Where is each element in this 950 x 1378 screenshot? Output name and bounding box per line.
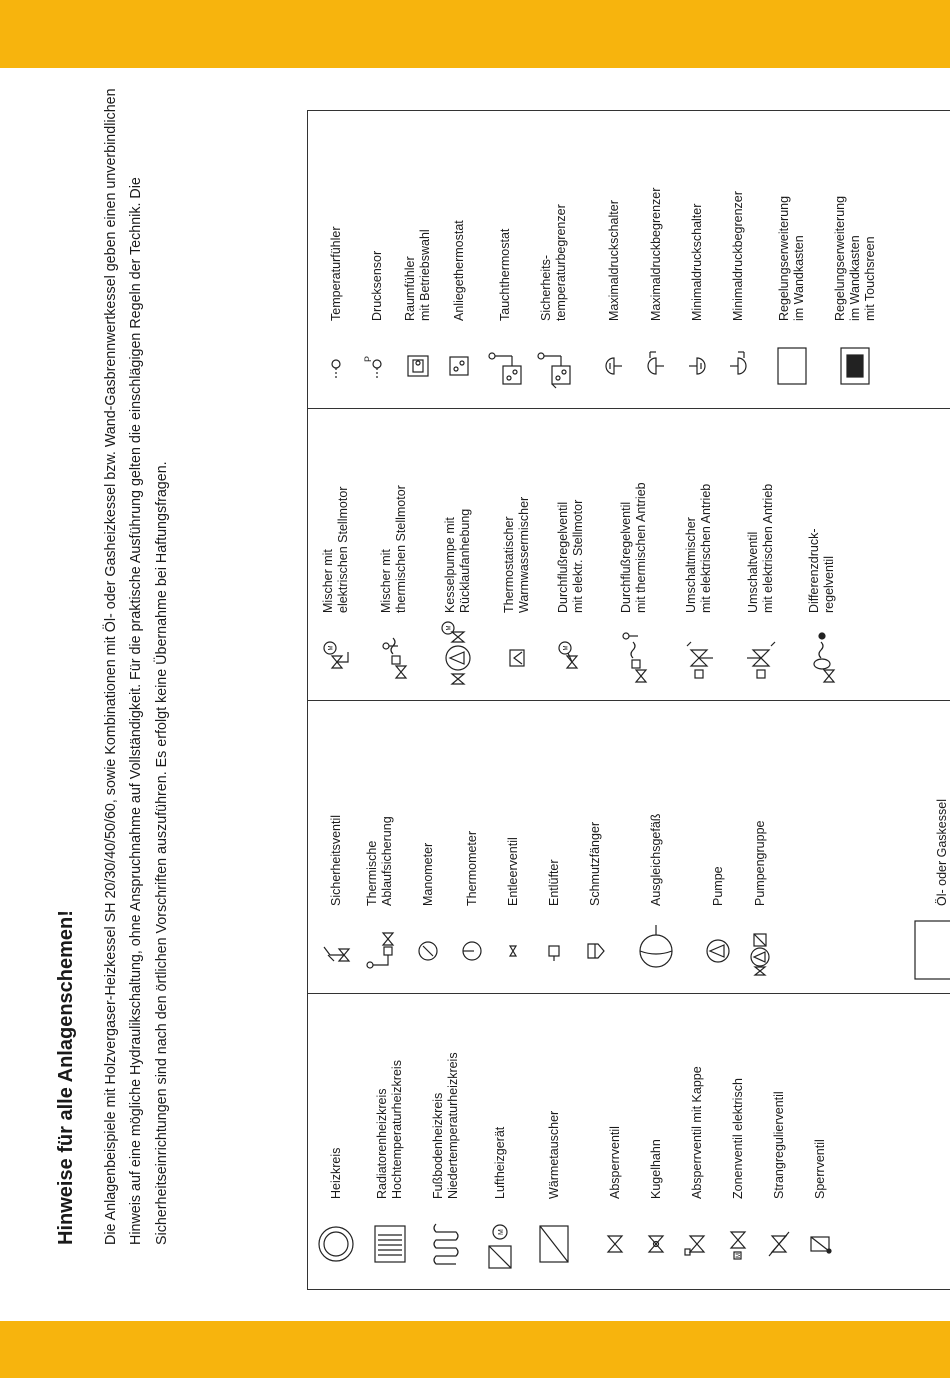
zone-valve-icon: [718, 1209, 758, 1279]
rotated-page-content: [55, 65, 949, 1258]
legend-label-line: Schmutzfänger: [587, 821, 602, 906]
legend-label: [551, 500, 591, 613]
svg-text:M: M: [498, 1229, 505, 1235]
legend-label-line: Durchflußregelventil: [619, 501, 633, 613]
legend-label: [497, 497, 537, 613]
legend-label: [493, 837, 533, 906]
legend-label: [316, 815, 356, 906]
drain-valve-icon: [493, 916, 533, 986]
legend-label-line: Wärmetauscher: [546, 1110, 561, 1199]
legend-label: [360, 816, 400, 906]
legend-label-line: Thermometer: [464, 830, 479, 906]
ball-valve-icon: [636, 1209, 676, 1279]
legend-label: [772, 196, 812, 321]
heat-exchanger-icon: [534, 1209, 574, 1279]
page-title: Hinweise für alle Anlagenschemen!: [55, 910, 77, 1245]
column-divider: [308, 408, 950, 409]
air-heater-icon: [480, 1209, 520, 1279]
legend-label: [408, 843, 448, 906]
legend-label: [741, 484, 781, 613]
dirt-trap-icon: [575, 916, 615, 986]
legend-label-line: Öl- oder Gaskessel: [934, 799, 949, 906]
expansion-vessel-icon: [636, 916, 676, 986]
legend-label: [485, 229, 525, 321]
boiler-icon: [912, 916, 950, 986]
legend-label-line: Thermostatischer: [502, 516, 516, 613]
legend-label-line: Luftheizgerät: [492, 1126, 507, 1199]
legend-label: [679, 484, 719, 613]
radiator-icon: [370, 1209, 410, 1279]
legend-label-line: Tauchthermostat: [497, 228, 512, 321]
legend-label: [480, 1127, 520, 1199]
thermal-drain-icon: [360, 916, 400, 986]
legend-label-line: im Wandkasten: [792, 235, 806, 321]
legend-label: [398, 229, 438, 321]
thermometer-icon: [452, 916, 492, 986]
legend-label-line: Entlüfter: [546, 859, 561, 906]
bottom-accent-band: [0, 1321, 950, 1378]
legend-label-line: mit Touchsreen: [862, 236, 877, 321]
legend-label: [677, 1066, 717, 1199]
legend-label: [426, 1052, 466, 1199]
legend-label-line: Maximaldruckschalter: [606, 200, 621, 321]
legend-label: [832, 195, 877, 321]
svg-text:M: M: [328, 645, 335, 651]
legend-label: [534, 204, 574, 321]
shutoff-valve-icon: [595, 1209, 635, 1279]
legend-label-line: Sicherheitsventil: [328, 814, 343, 906]
legend-label: [636, 1139, 676, 1199]
legend-label-line: Differenzdruck-: [807, 528, 821, 613]
temp-sensor-icon: [316, 331, 356, 401]
immersion-thermostat-icon: [485, 331, 525, 401]
legend-label-line: Mischer mit: [321, 549, 335, 613]
legend-label-line: Umschaltventil: [746, 531, 760, 613]
legend-label: [740, 821, 780, 906]
svg-text:P: P: [363, 355, 373, 362]
legend-label-line: temperaturbegrenzer: [554, 204, 568, 321]
legend-label: [370, 1060, 410, 1199]
max-pressure-limiter-icon: [636, 331, 676, 401]
legend-label: [316, 1148, 356, 1199]
diff-pressure-valve-icon: [802, 623, 842, 693]
legend-label-line: Regelungserweiterung: [777, 195, 791, 321]
legend-label-line: Absperrventil: [607, 1126, 622, 1199]
floor-heating-icon: [426, 1209, 466, 1279]
legend-label-line: Manometer: [420, 842, 435, 906]
pressure-sensor-icon: [357, 331, 397, 401]
legend-label-line: regelventil: [822, 556, 836, 613]
legend-label-line: mit elektr. Stellmotor: [571, 499, 585, 613]
svg-text:M: M: [446, 625, 453, 631]
legend-label-line: Niedertemperaturheizkreis: [446, 1052, 460, 1199]
legend-label-line: Heizkreis: [328, 1147, 343, 1199]
legend-label-line: mit elektrischen Antrieb: [761, 483, 775, 613]
legend-label-line: mit Betriebswahl: [418, 229, 432, 321]
diverter-mixer-icon: [679, 623, 719, 693]
legend-label-line: Raumfühler: [403, 256, 417, 321]
legend-label-line: Umschaltmischer: [684, 517, 698, 613]
legend-label-line: Sperrventil: [812, 1139, 827, 1199]
balancing-valve-icon: [759, 1209, 799, 1279]
legend-label: [575, 822, 615, 906]
wall-box-control-icon: [772, 331, 812, 401]
legend-label: [677, 204, 717, 321]
legend-label-line: Strangregulierventil: [771, 1091, 786, 1199]
legend-label-line: Absperrventil mit Kappe: [689, 1066, 704, 1199]
manometer-icon: [408, 916, 448, 986]
capped-valve-icon: [677, 1209, 717, 1279]
legend-label: [636, 188, 676, 321]
legend-label: [614, 482, 654, 613]
legend-label-line: mit thermischen Antrieb: [634, 482, 648, 613]
legend-label-line: mit elektrischen Antrieb: [699, 483, 713, 613]
legend-label-line: Maximaldruckbegrenzer: [648, 187, 663, 321]
legend-label-line: Kugelhahn: [648, 1139, 663, 1199]
intro-paragraph: Die Anlagenbeispiele mit Holzvergaser-Heizkessel SH 20/30/40/50/60, sowie Kombinationen mit Öl- oder Gasheizkessel bzw. Wand-Gasbrennwertkessel geben einen unverbindlichen Hinweis auf eine mögliche Hydraulikschaltung, ohne Anspruchnahme auf Vollständigkeit. Für die praktische Ausführung gelten die einschlägigen Regeln der Technik. Die Sicherheitseinrichtungen sind nach den örtlichen Vorschriften auszuführen. Es erfolgt keine Übernahme bei Haftungsfragen.: [103, 88, 170, 1245]
legend-label: [912, 799, 950, 906]
legend-label-line: Drucksensor: [369, 250, 384, 321]
touchscreen-control-icon: [835, 331, 875, 401]
contact-thermostat-icon: [439, 331, 479, 401]
flow-valve-motor-icon: [551, 623, 591, 693]
column-divider: [308, 700, 950, 701]
legend-label: [316, 487, 356, 613]
legend-label: [534, 1111, 574, 1199]
min-pressure-limiter-icon: [718, 331, 758, 401]
legend-label-line: Minimaldruckbegrenzer: [730, 191, 745, 321]
legend-label-line: Ablaufsicherung: [380, 816, 394, 906]
legend-label: [698, 866, 738, 906]
legend-label: [452, 831, 492, 906]
top-accent-band: [0, 0, 950, 68]
max-pressure-switch-icon: [594, 331, 634, 401]
check-valve-icon: [800, 1209, 840, 1279]
legend-label-line: Pumpe: [710, 866, 725, 906]
legend-label-line: Thermische: [365, 840, 379, 906]
legend-label-line: Entleerventil: [505, 837, 520, 906]
legend-label-line: Radiatorenheizkreis: [375, 1088, 389, 1199]
air-vent-icon: [534, 916, 574, 986]
flow-valve-thermal-icon: [614, 623, 654, 693]
legend-label: [438, 509, 478, 613]
legend-label: [802, 528, 842, 613]
legend-label: [534, 859, 574, 906]
legend-label: [439, 220, 479, 321]
safety-valve-icon: [316, 916, 356, 986]
legend-label-line: elektrischen Stellmotor: [336, 486, 350, 613]
safety-limiter-icon: [534, 331, 574, 401]
legend-label-line: Zonenventil elektrisch: [730, 1078, 745, 1199]
legend-label: [374, 485, 414, 613]
legend-label-line: Rücklaufanhebung: [458, 508, 472, 613]
legend-label-line: Temperaturfühler: [328, 226, 343, 321]
legend-label: [636, 814, 676, 906]
legend-label: [718, 191, 758, 321]
legend-label: [759, 1091, 799, 1199]
legend-label: [316, 227, 356, 322]
legend-label-line: Durchflußregelventil: [556, 501, 570, 613]
legend-label-line: Regelungserweiterung: [832, 195, 847, 321]
legend-label: [718, 1078, 758, 1199]
column-divider: [308, 993, 950, 994]
legend-label: [595, 1126, 635, 1199]
legend-label-line: Ausgleichsgefäß: [648, 813, 663, 906]
legend-label-line: Anliegethermostat: [451, 220, 466, 321]
legend-label-line: Warmwassermischer: [517, 496, 531, 613]
heizkreis-icon: [316, 1209, 356, 1279]
legend-label: [357, 251, 397, 321]
legend-label-line: Pumpengruppe: [752, 820, 767, 906]
pump-icon: [698, 916, 738, 986]
legend-label-line: Kesselpumpe mit: [443, 517, 457, 613]
legend-label-line: im Wandkasten: [847, 235, 862, 321]
legend-label-line: Minimaldruckschalter: [689, 203, 704, 321]
diverter-valve-icon: [741, 623, 781, 693]
legend-label-line: Sicherheits-: [539, 255, 553, 321]
svg-text:M: M: [736, 1253, 742, 1258]
legend-label-line: Hochtemperaturheizkreis: [390, 1060, 404, 1199]
pump-group-icon: [740, 916, 780, 986]
legend-label-line: thermischen Stellmotor: [394, 485, 408, 613]
thermostatic-mixer-icon: [497, 623, 537, 693]
min-pressure-switch-icon: [677, 331, 717, 401]
legend-label: [594, 200, 634, 321]
boiler-pump-icon: [438, 623, 478, 693]
room-sensor-icon: [398, 331, 438, 401]
legend-label-line: Mischer mit: [379, 549, 393, 613]
svg-text:M: M: [563, 645, 570, 651]
symbol-legend: [307, 110, 950, 1290]
motor-mixer-icon: [316, 623, 356, 693]
legend-label-line: Fußbodenheizkreis: [431, 1092, 445, 1199]
thermal-mixer-icon: [374, 623, 414, 693]
legend-label: [800, 1139, 840, 1199]
